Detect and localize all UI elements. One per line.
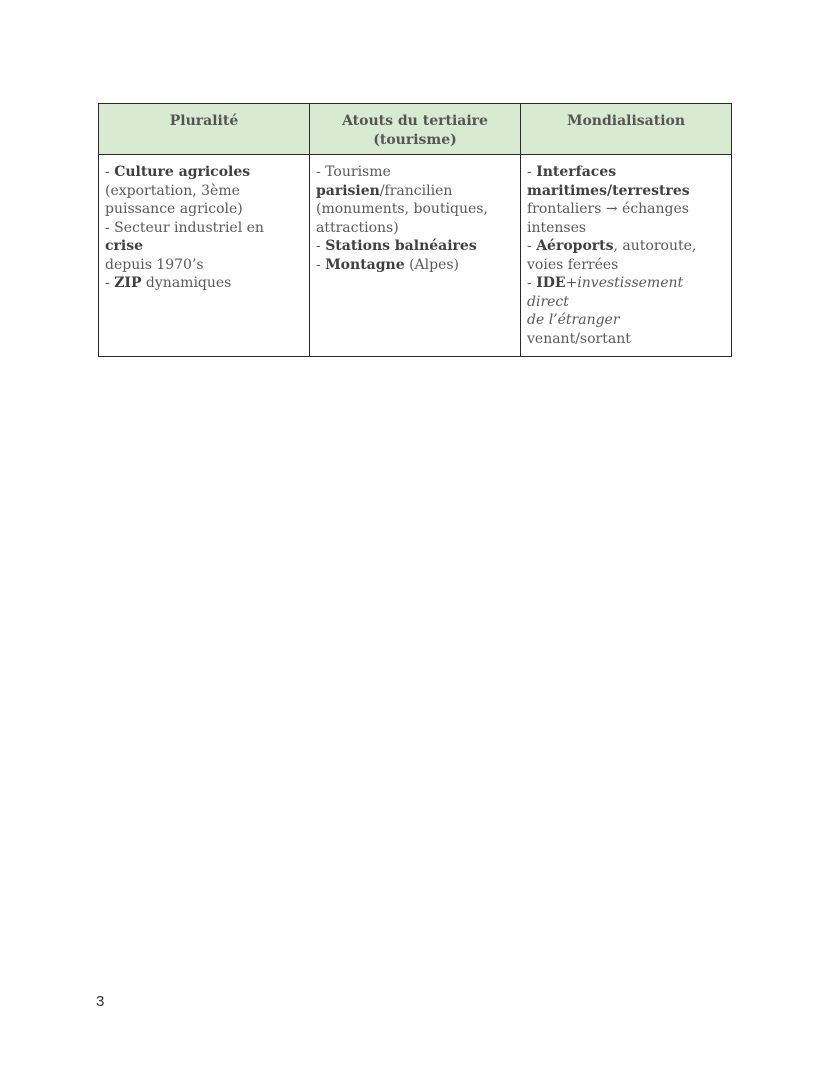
text-run: , autoroute, xyxy=(613,238,697,254)
bold-text: Montagne xyxy=(325,256,405,273)
text-run: - Tourisme xyxy=(316,164,391,180)
text-run: frontaliers → échanges xyxy=(527,201,689,217)
cell-line xyxy=(316,256,514,275)
cell-line xyxy=(527,256,725,275)
text-run: - Secteur industriel en xyxy=(105,219,264,236)
page-number: 3 xyxy=(96,993,105,1010)
cell-line xyxy=(105,256,303,275)
text-run: dynamiques xyxy=(141,275,232,291)
cell-line xyxy=(105,163,303,182)
header-cell-mondialisation: Mondialisation xyxy=(521,104,732,155)
text-run: - xyxy=(527,164,537,180)
italic-text: investissement direct xyxy=(527,275,684,310)
cell-line xyxy=(316,163,514,182)
text-run: voies ferrées xyxy=(527,256,619,273)
cell-atouts-tertiaire xyxy=(310,155,521,357)
header-cell-atouts-tertiaire: Atouts du tertiaire (tourisme) xyxy=(310,104,521,155)
cell-line xyxy=(527,182,725,201)
bold-text: Interfaces xyxy=(536,164,617,180)
text-run: venant/sortant xyxy=(527,330,631,347)
text-run: intenses xyxy=(527,219,587,236)
text-run: - xyxy=(527,238,537,254)
text-run: - xyxy=(105,164,115,180)
text-run: depuis 1970’s xyxy=(105,256,204,273)
cell-line xyxy=(316,182,514,201)
text-run: (monuments, boutiques, xyxy=(316,201,488,217)
cell-line xyxy=(105,219,303,256)
cell-mondialisation xyxy=(521,155,732,357)
cell-line xyxy=(527,219,725,238)
italic-text: de l’étranger xyxy=(527,312,620,328)
table-header-row xyxy=(99,104,732,155)
bold-text: Stations balnéaires xyxy=(325,238,477,254)
cell-line xyxy=(316,219,514,238)
cell-line xyxy=(316,237,514,256)
bold-text: parisien xyxy=(316,182,380,199)
text-run: attractions) xyxy=(316,219,399,236)
cell-pluralite xyxy=(99,155,310,357)
cell-line xyxy=(316,200,514,219)
text-run: (exportation, 3ème xyxy=(105,182,240,199)
text-run: - xyxy=(316,256,326,273)
content-table xyxy=(98,103,732,357)
cell-line xyxy=(105,200,303,219)
cell-line xyxy=(527,163,725,182)
bold-text: ZIP xyxy=(114,275,142,291)
cell-line xyxy=(105,274,303,293)
cell-line xyxy=(527,237,725,256)
cell-line xyxy=(527,311,725,348)
bold-text: Aéroports xyxy=(536,238,614,254)
text-run: + xyxy=(565,275,578,291)
bold-text: maritimes/terrestres xyxy=(527,182,690,199)
text-run: (Alpes) xyxy=(404,256,460,273)
cell-line xyxy=(527,200,725,219)
text-run: - xyxy=(316,238,326,254)
text-run: /francilien xyxy=(379,182,453,199)
text-run: puissance agricole) xyxy=(105,201,243,217)
cell-line xyxy=(105,182,303,201)
bold-text: crise xyxy=(105,238,144,254)
header-cell-pluralite: Pluralité xyxy=(99,104,310,155)
table-row xyxy=(99,155,732,357)
cell-line xyxy=(527,274,725,311)
text-run: - xyxy=(527,275,537,291)
bold-text: IDE xyxy=(536,275,566,291)
bold-text: Culture agricoles xyxy=(114,164,251,180)
text-run: - xyxy=(105,275,115,291)
